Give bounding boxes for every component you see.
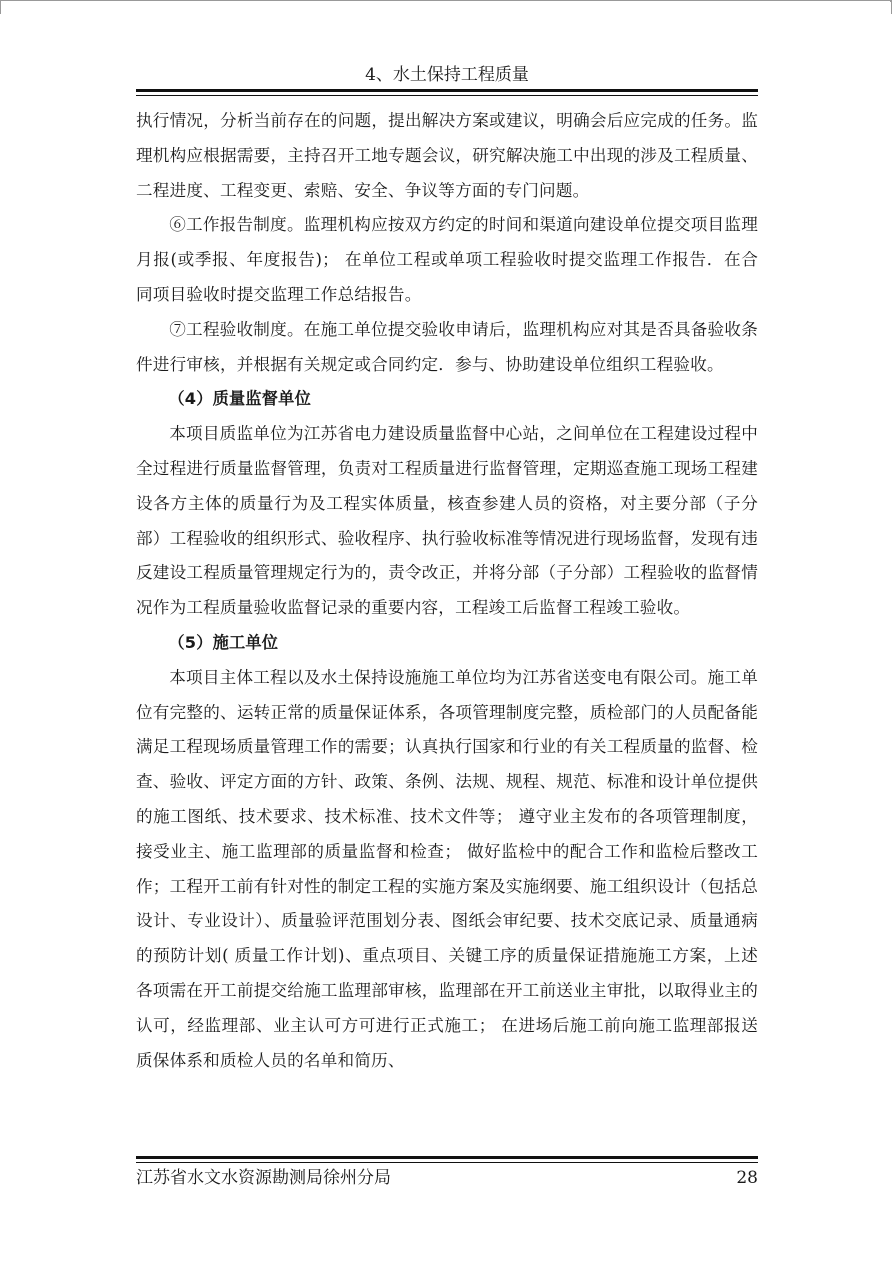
paragraph: ⑥工作报告制度。监理机构应按双方约定的时间和渠道向建设单位提交项目监理月报(或季报、年度报告)； 在单位工程或单项工程验收时提交监理工作报告．在合同项目验收时提交监理工作总结报告。 (136, 215, 758, 304)
section-heading: （4）质量监督单位 (168, 389, 311, 409)
paragraph: ⑦工程验收制度。在施工单位提交验收申请后，监理机构应对其是否具备验收条件进行审核，并根据有关规定或合同约定．参与、协助建设单位组织工程验收。 (136, 319, 758, 374)
footer-rule-thin (136, 1162, 758, 1163)
page-number: 28 (736, 1168, 758, 1188)
running-header: 4、水土保持工程质量 (365, 65, 529, 85)
scan-border-left (0, 0, 1, 14)
body-text (136, 104, 758, 1078)
paragraph: 本项目主体工程以及水土保持设施施工单位均为江苏省送变电有限公司。施工单位有完整的、运转正常的质量保证体系，各项管理制度完整，质检部门的人员配备能满足工程现场质量管理工作的需要；认真执行国家和行业的有关工程质量的监督、检查、验收、评定方面的方针、政策、条例、法规、规程、规范、标准和设计单位提供的施工图纸、技术要求、技术标准、技术文件等； 遵守业主发布的各项管理制度，接受业主、施工监理部的质量监督和检查； 做好监检中的配合工作和监检后整改工作；工程开工前有针对性的制定工程的实施方案及实施纲要、施工组织设计（包括总设计、专业设计）、质量验评范围划分表、图纸会审纪要、技术交底记录、质量通病的预防计划( 质量工作计划)、重点项目、关键工序的质量保证措施施工方案，上述各项需在开工前提交给施工监理部审核，监理部在开工前送业主审批，以取得业主的认可，经监理部、业主认可方可进行正式施工； 在进场后施工前向施工监理部报送质保体系和质检人员的名单和简历、 (136, 667, 758, 1070)
footer-rule (136, 1156, 758, 1159)
section-heading: （5）施工单位 (168, 632, 279, 652)
footer-organization: 江苏省水文水资源勘测局徐州分局 (136, 1168, 391, 1188)
header-rule (136, 89, 758, 92)
header-rule-thin (136, 95, 758, 96)
paragraph: 本项目质监单位为江苏省电力建设质量监督中心站，之间单位在工程建设过程中全过程进行质量监督管理，负责对工程质量进行监督管理，定期巡查施工现场工程建设各方主体的质量行为及工程实体质量，核查参建人员的资格，对主要分部（子分部）工程验收的组织形式、验收程序、执行验收标准等情况进行现场监督，发现有违反建设工程质量管理规定行为的，责令改正，并将分部（子分部）工程验收的监督情况作为工程质量验收监督记录的重要内容，工程竣工后监督工程竣工验收。 (136, 424, 758, 618)
paragraph: 执行情况，分析当前存在的问题，提出解决方案或建议，明确会后应完成的任务。监理机构应根据需要，主持召开工地专题会议，研究解决施工中出现的涉及工程质量、二程进度、工程变更、索赔、安全、争议等方面的专门问题。 (136, 111, 758, 200)
scan-border (0, 0, 891, 2)
